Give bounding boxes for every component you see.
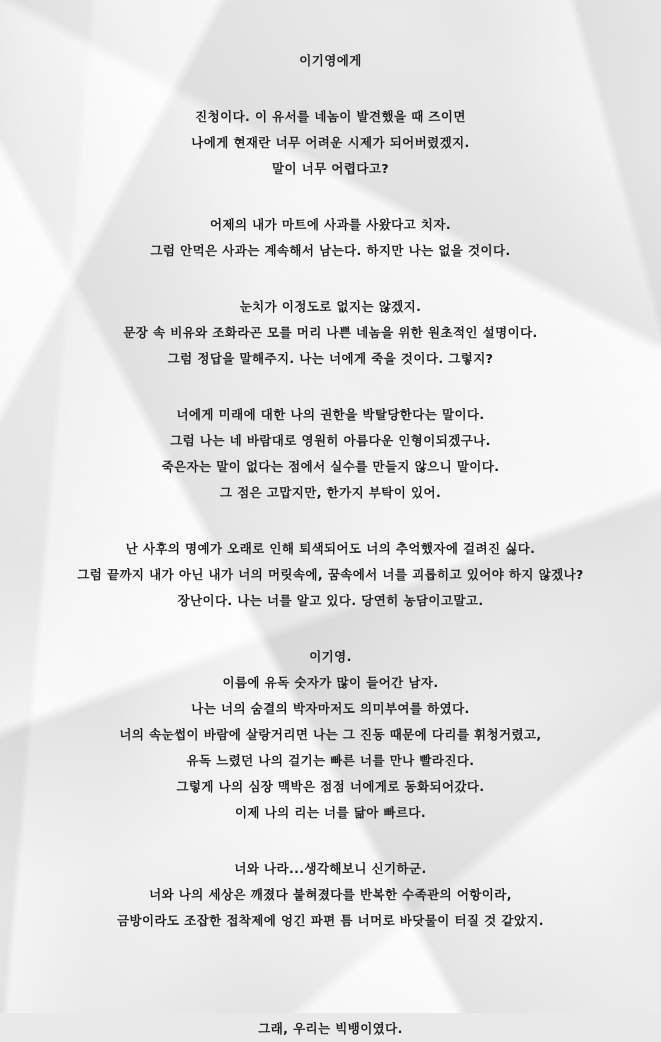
letter-line: 그럼 나는 네 바람대로 영원히 아름다운 인형이되겠구나.	[170, 433, 491, 448]
letter-line: 눈치가 이정도로 없지는 않겠지.	[239, 299, 422, 314]
letter-body	[0, 48, 661, 1042]
letter-line: 난 사후의 명예가 오래로 인해 퇴색되어도 너의 추억했자에 걸려진 싫다.	[125, 541, 536, 556]
letter-line: 이기영.	[309, 649, 352, 664]
letter-closing: 그래, 우리는 빅뱅이였다.	[258, 1021, 403, 1036]
letter-line: 그럼 끝까지 내가 아닌 내가 너의 머릿속에, 꿈속에서 너를 괴롭히고 있어야 하지 않겠나?	[77, 567, 584, 582]
letter-line: 장난이다. 나는 너를 알고 있다. 당연히 농담이고말고.	[177, 593, 484, 608]
letter-line: 너와 나의 세상은 깨졌다 붙혀졌다를 반복한 수족관의 어항이라,	[149, 887, 512, 902]
letter-salutation: 이기영에게	[299, 53, 362, 68]
letter-line: 나는 너의 숨결의 박자마저도 의미부여를 하였다.	[191, 701, 470, 716]
letter-line: 그럼 정답을 말해주지. 나는 너에게 죽을 것이다. 그렇지?	[167, 351, 494, 366]
letter-line: 그럼 안먹은 사과는 계속해서 남는다. 하지만 나는 없을 것이다.	[150, 243, 511, 258]
letter-line: 말이 너무 어렵다고?	[272, 161, 389, 176]
letter-line: 어제의 내가 마트에 사과를 사왔다고 치자.	[210, 217, 451, 232]
letter-line: 이름에 유독 숫자가 많이 들어간 남자.	[222, 675, 439, 690]
letter-line: 너의 속눈썹이 바람에 살랑거리면 나는 그 진동 때문에 다리를 휘청거렸고,	[119, 727, 542, 742]
letter-line: 이제 나의 리는 너를 닮아 빠르다.	[234, 805, 427, 820]
letter-line: 너와 나라...생각해보니 신기하군.	[234, 861, 427, 876]
letter-line: 진청이다. 이 유서를 네놈이 발견했을 때 즈이면	[195, 109, 466, 124]
letter-line: 유독 느렸던 나의 걸기는 빠른 너를 만나 빨라진다.	[186, 753, 475, 768]
letter-line: 문장 속 비유와 조화라곤 모를 머리 나쁜 네놈을 위한 원초적인 설명이다.	[123, 325, 538, 340]
letter-line: 죽은자는 말이 없다는 점에서 실수를 만들지 않으니 말이다.	[161, 459, 500, 474]
letter-line: 그 점은 고맙지만, 한가지 부탁이 있어.	[219, 485, 442, 500]
letter-line: 금방이라도 조잡한 접착제에 엉긴 파편 틈 너머로 바닷물이 터질 것 같았지.	[117, 913, 544, 928]
letter-line: 나에게 현재란 너무 어려운 시제가 되어버렸겠지.	[191, 135, 470, 150]
letter-line: 그렇게 나의 심장 맥박은 점점 너에게로 동화되어갔다.	[176, 779, 485, 794]
letter-line: 너에게 미래에 대한 나의 권한을 박탈당한다는 말이다.	[176, 407, 485, 422]
